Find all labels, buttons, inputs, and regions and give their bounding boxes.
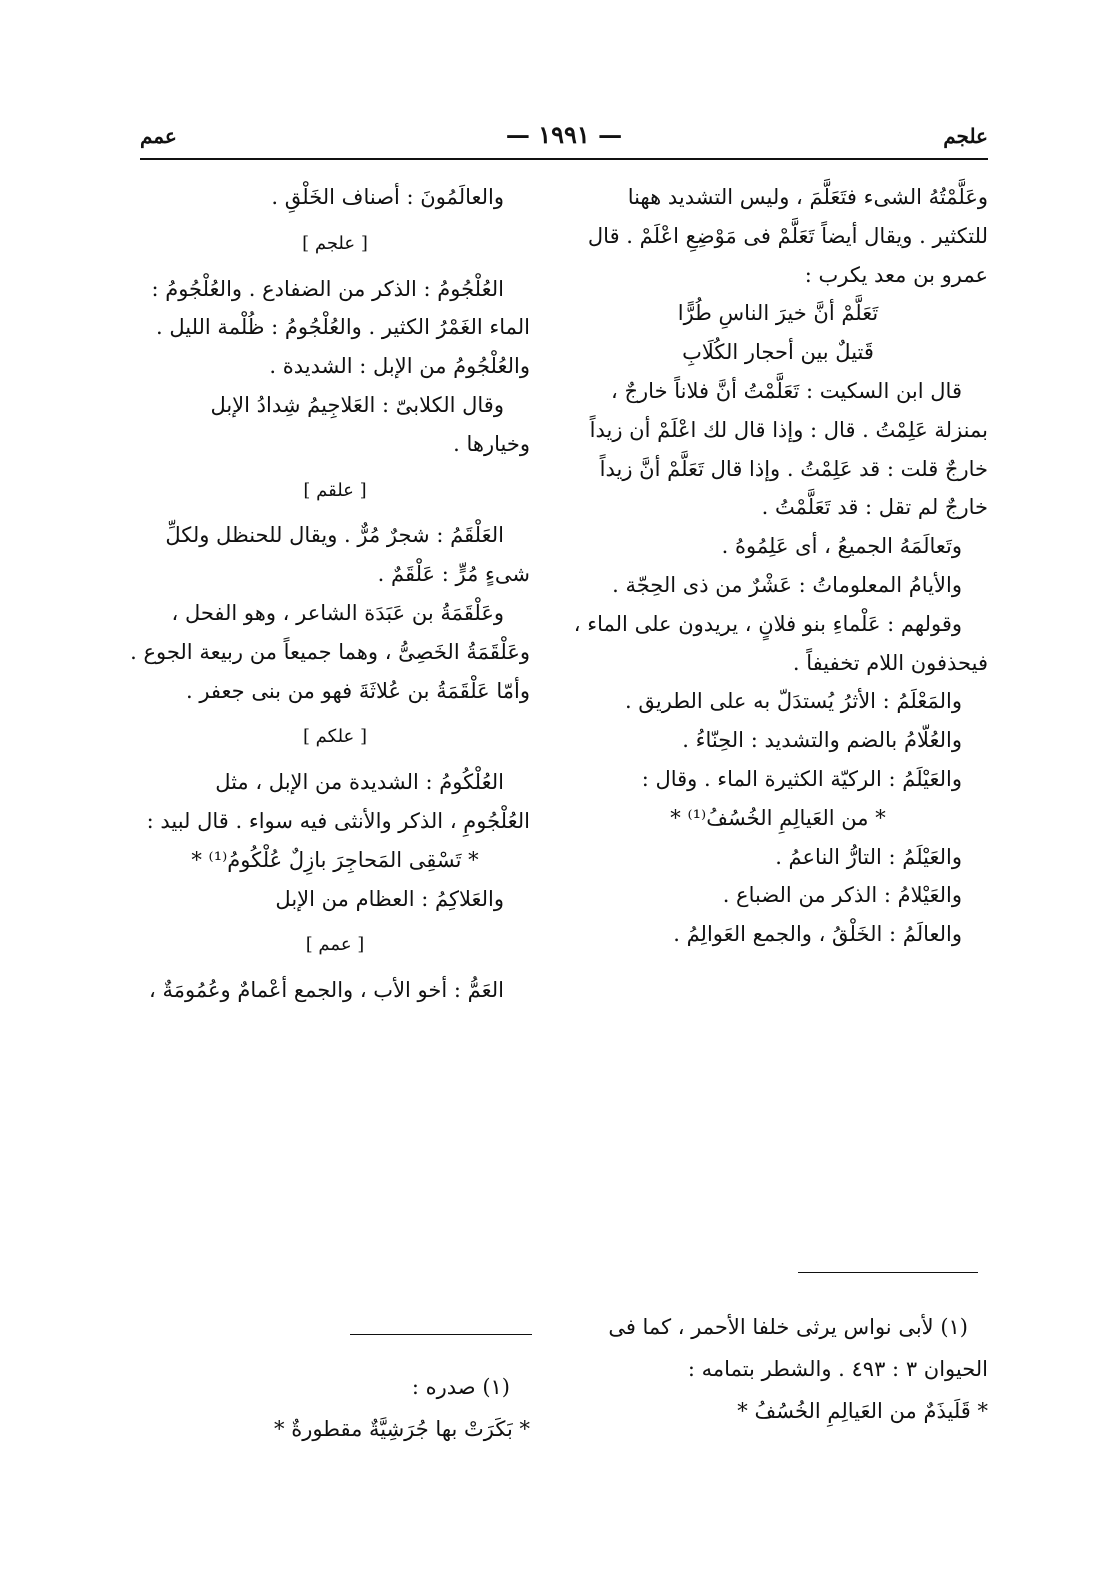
text-line: قال ابن السكيت : تَعَلَّمْتُ أنَّ فلاناً خارجٌ ، [611,378,962,403]
verse-line: * قَلَيذَمٌ من العَيالِمِ الخُسُفُ * [737,1399,988,1423]
text-line: والعَيْلَمُ : الركيّة الكثيرة الماء . وقال : [641,766,962,791]
footnote-rule-left [350,1334,532,1335]
entry-heading: [ علقم ] [303,479,367,501]
text-line: والعَلاكِمُ : العظام من الإبل [275,886,504,911]
guide-word-left: عمم [140,124,177,148]
text-line: والعالَمُونَ : أصناف الخَلْقِ . [271,185,504,209]
text-line: وتَعالَمَهُ الجميعُ ، أى عَلِمُوهُ . [721,534,962,559]
verse-line: * من العَيالِمِ الخُسُفُ⁽¹⁾ * [670,805,886,830]
verse-line: قَتيلٌ بين أحجار الكُلَابِ [682,340,874,365]
text-line: وقال الكلابىّ : العَلاجِيمُ شِدادُ الإبل [210,392,504,417]
entry-heading: [ علكم ] [302,726,368,748]
text-line: عمرو بن معد يكرب : [804,262,988,287]
footnote-right [568,1306,988,1432]
text-line: وقولهم : عَلْماءِ بنو فلانٍ ، يريدون على الماء ، [573,611,962,636]
text-line: وخيارها . [453,431,530,456]
text-line: العَلْقَمُ : شجرٌ مُرٌّ . ويقال للحنظل ولكلِّ [165,523,504,548]
verse-line: تَعَلَّمْ أنَّ خيرَ الناسِ طُرًّا [677,301,879,326]
footnote-rule-right [798,1272,978,1273]
text-line: والعُلْجُومُ من الإبل : الشديدة . [269,354,530,379]
text-line: العُلْجُومُ : الذكر من الضفادع . والعُلْجُومُ : [151,276,504,301]
entry-heading: [ عمم ] [305,934,365,956]
footnote-line: (١) صدره : [411,1375,510,1399]
text-line: وعَلَّمْتُهُ الشىء فتَعَلَّمَ ، وليس التشديد ههنا [627,185,988,209]
text-line: وأمّا عَلْقَمَةُ بن عُلاثَةَ فهو من بنى جعفر . [185,678,530,703]
text-line: الماء الغَمْرُ الكثير . والعُلْجُومُ : ظُلْمة الليل . [155,315,530,340]
footnote-line: الحيوان ٣ : ٤٩٣ . والشطر بتمامه : [687,1357,988,1381]
text-line: بمنزلة عَلِمْتُ . قال : وإذا قال لك اعْلَمْ أن زيداً [589,417,988,442]
text-line: والعَيْلَمُ : التارُّ الناعمُ . [775,844,962,869]
text-line: شىءٍ مُرٍّ : عَلْقَمٌ . [377,562,530,587]
footnote-left [140,1366,530,1450]
guide-word-right: علجم [943,124,988,148]
verse-line: * تَسْقِى المَحاجِرَ بازِلٌ عُلْكُومُ⁽¹⁾ * [191,847,479,872]
text-line: والمَعْلَمُ : الأثرُ يُستدَلّ به على الطريق . [625,689,962,714]
verse-line: * بَكَرَتْ بها جُرَشِيَّةٌ مقطورةٌ * [274,1417,530,1441]
right-column [568,178,988,954]
left-column [130,178,530,1010]
text-line: والعُلّامُ بالضم والتشديد : الحِنّاءُ . [682,728,962,753]
text-line: والعالَمُ : الخَلْقُ ، والجمع العَوالِمُ . [673,922,962,947]
text-line: للتكثير . ويقال أيضاً تَعَلَّمْ فى مَوْضِعِ اعْلَمْ . قال [587,223,988,248]
text-line: خارجٌ لم تقل : قد تَعَلَّمْتُ . [761,495,988,520]
text-line: العَمُّ : أخو الأب ، والجمع أعْمامٌ وعُمُومَةٌ ، [149,978,504,1003]
header-rule [140,158,988,160]
text-line: وعَلْقَمَةُ الخَصِىُّ ، وهما جميعاً من ربيعة الجوع . [130,639,530,664]
text-line: فيحذفون اللام تخفيفاً . [792,650,988,675]
text-line: وعَلْقَمَةُ بن عَبَدَة الشاعر ، وهو الفحل ، [171,600,504,625]
text-line: العُلْكُومُ : الشديدة من الإبل ، مثل [215,770,504,795]
page-number: — ١٩٩١ — [505,120,623,149]
text-line: خارجٌ قلت : قد عَلِمْتُ . وإذا قال تَعَلَّمْ أنَّ زيداً [599,456,988,481]
text-line: والأيامُ المعلوماتُ : عَشْرٌ من ذى الحِجّة . [612,572,962,597]
text-line: العُلْجُومِ ، الذكر والأنثى فيه سواء . قال لبيد : [146,808,530,833]
text-line: والعَيْلامُ : الذكر من الضباع . [722,883,962,908]
footnote-line: (١) لأبى نواس يرثى خلفا الأحمر ، كما فى [608,1315,968,1339]
entry-heading: [ علجم ] [302,232,368,254]
page-header [140,118,988,158]
